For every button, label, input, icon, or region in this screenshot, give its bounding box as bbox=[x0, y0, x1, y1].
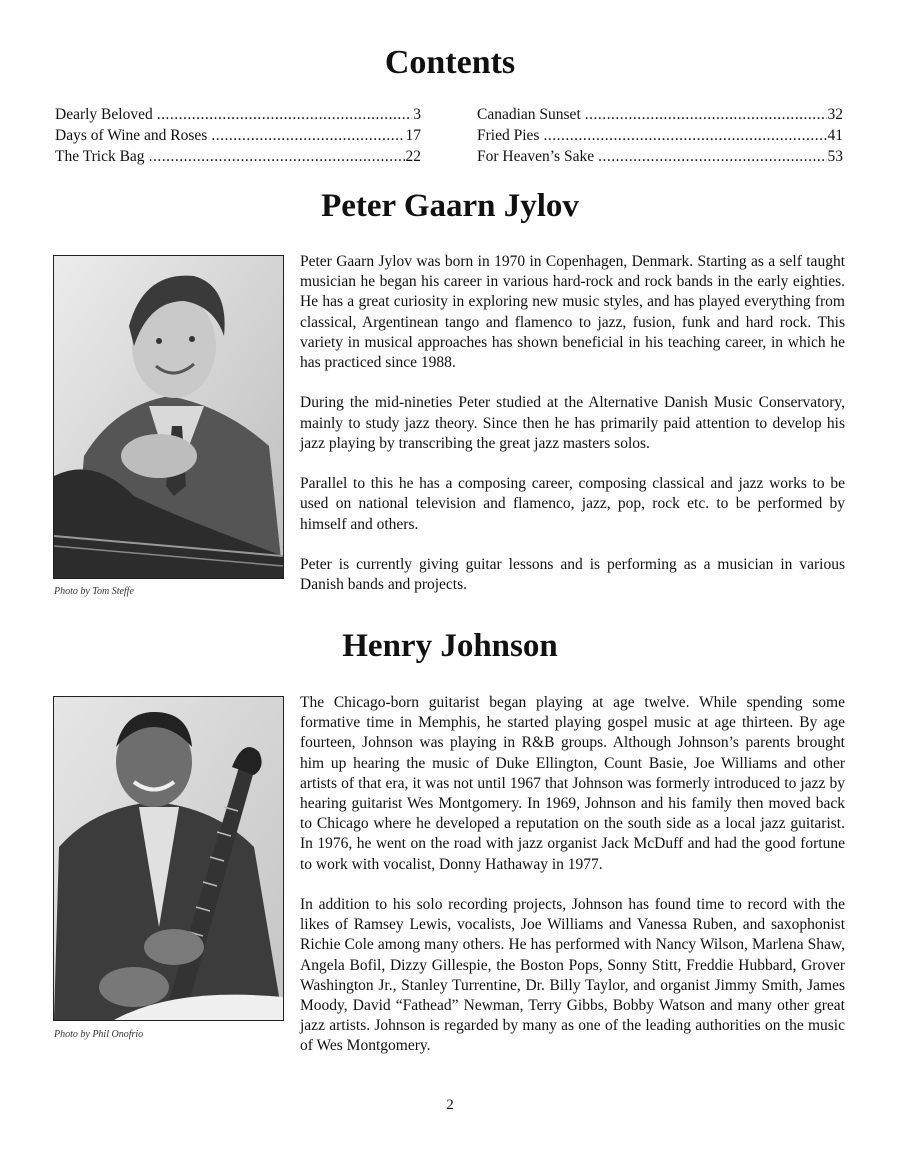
dot-leader bbox=[149, 146, 405, 167]
contents-entry-title: For Heaven’s Sake bbox=[477, 148, 595, 165]
contents-entry-title: The Trick Bag bbox=[55, 148, 145, 165]
henry-bio-paragraph: The Chicago-born guitarist began playing at age twelve. While spending some formative time in Memphis, he started playing gospel music at age thirteen. By age fourteen, Johnson was playing in R&B groups. Although Johnson’s parents brought him up hearing the music of Duke Ellington, Count Basie, Joe Williams and other artists of that era, it was not until 1967 that Johnson was formerly introduced to jazz by hearing guitarist Wes Montgomery. In 1969, Johnson and his family then moved back to Chicago where he developed a reputation on the south side as a local jazz guitarist. In 1976, he went on the road with jazz organist Jack McDuff and had the good fortune to work with vocalist, Donny Hathaway in 1977. bbox=[300, 694, 845, 873]
contents-entry-title: Fried Pies bbox=[477, 127, 540, 144]
dot-leader bbox=[543, 125, 826, 146]
henry-photo-caption: Photo by Phil Onofrio bbox=[54, 1029, 144, 1040]
contents-entry[interactable] bbox=[477, 104, 843, 125]
peter-section-title: Peter Gaarn Jylov bbox=[321, 188, 579, 224]
contents-entry[interactable] bbox=[477, 125, 843, 146]
contents-entry[interactable] bbox=[55, 146, 421, 167]
peter-portrait-image bbox=[54, 256, 283, 578]
contents-entry-page: 41 bbox=[827, 127, 843, 144]
contents-list-right bbox=[477, 104, 843, 167]
peter-bio-paragraph: Parallel to this he has a composing career, composing classical and jazz works to be used on national television and flamenco, jazz, pop, rock etc. to be performed by himself and others. bbox=[300, 475, 845, 533]
peter-biography bbox=[300, 252, 845, 616]
contents-entry-title: Dearly Beloved bbox=[55, 106, 153, 123]
contents-entry[interactable] bbox=[55, 125, 421, 146]
contents-entry-page: 3 bbox=[413, 106, 421, 123]
contents-entry-page: 22 bbox=[405, 148, 421, 165]
peter-bio-paragraph: During the mid-nineties Peter studied at the Alternative Danish Music Conservatory, mainly to study jazz theory. Since then he has primarily paid attention to develop his jazz playing by transcribing the great jazz masters solos. bbox=[300, 394, 845, 452]
peter-photo-caption: Photo by Tom Steffe bbox=[54, 586, 134, 597]
contents-entry-page: 53 bbox=[827, 148, 843, 165]
contents-entry-page: 32 bbox=[827, 106, 843, 123]
peter-photo bbox=[53, 255, 284, 579]
contents-title: Contents bbox=[384, 44, 516, 81]
dot-leader bbox=[157, 104, 413, 125]
contents-entry-title: Days of Wine and Roses bbox=[55, 127, 208, 144]
page-number: 2 bbox=[446, 1097, 454, 1113]
contents-entry[interactable] bbox=[477, 146, 843, 167]
dot-leader bbox=[598, 146, 826, 167]
contents-entry-title: Canadian Sunset bbox=[477, 106, 581, 123]
peter-bio-paragraph: Peter Gaarn Jylov was born in 1970 in Copenhagen, Denmark. Starting as a self taught musician he began his career in various hard-rock and rock bands in the early eighties. He has a great curiosity in exploring new music styles, and has played everything from classical, Argentinean tango and flamenco to jazz, fusion, funk and hard rock. This variety in musical approaches has shown beneficial in his teaching career, in which he has practiced since 1988. bbox=[300, 253, 845, 372]
henry-bio-paragraph: In addition to his solo recording projects, Johnson has found time to record with the likes of Ramsey Lewis, vocalists, Joe Williams and Vanessa Ruben, and saxophonist Richie Cole among many others. He has performed with Nancy Wilson, Marlena Shaw, Angela Bofil, Dizzy Gillespie, the Boston Pops, Sonny Stitt, Freddie Hubbard, Grover Washington Jr., Stanley Turrentine, Dr. Billy Taylor, and organist Jimmy Smith, James Moody, David “Fathead” Newman, Terry Gibbs, Bobby Watson and many other great jazz artists. Johnson is regarded by many as one of the leading authorities on the music of Wes Montgomery. bbox=[300, 896, 845, 1055]
contents-entry[interactable] bbox=[55, 104, 421, 125]
peter-bio-paragraph: Peter is currently giving guitar lessons and is performing as a musician in various Danish bands and projects. bbox=[300, 556, 845, 594]
dot-leader bbox=[211, 125, 404, 146]
henry-photo bbox=[53, 696, 284, 1021]
contents-list-left bbox=[55, 104, 421, 167]
contents-entry-page: 17 bbox=[405, 127, 421, 144]
henry-section-title: Henry Johnson bbox=[342, 628, 558, 664]
henry-biography bbox=[300, 693, 845, 1077]
dot-leader bbox=[585, 104, 827, 125]
henry-portrait-image bbox=[54, 697, 283, 1020]
